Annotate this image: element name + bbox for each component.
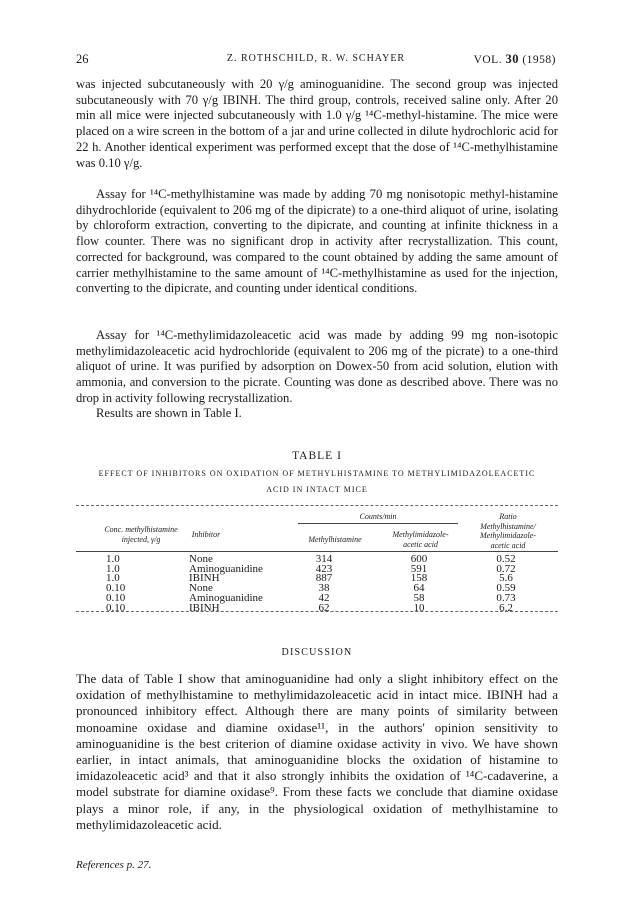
table-subtitle-line2: ACID IN INTACT MICE xyxy=(266,485,368,494)
table-title: TABLE I xyxy=(292,450,342,462)
cell-ratio: 5.6 xyxy=(499,572,513,585)
cell-inhibitor: None xyxy=(189,582,213,595)
cell-mia: 58 xyxy=(413,591,425,604)
cell-methylhistamine: 62 xyxy=(318,601,330,614)
cell-conc: 0.10 xyxy=(106,582,126,595)
table-bottom-rule xyxy=(76,611,558,612)
header-ratio-line3: Methylimidazole- xyxy=(480,531,536,540)
cell-ratio: 6.2 xyxy=(499,601,513,614)
cell-methylhistamine: 314 xyxy=(315,553,333,565)
cell-inhibitor: IBINH xyxy=(189,572,220,585)
cell-inhibitor: Aminoguanidine xyxy=(189,591,263,604)
header-inhibitor: Inhibitor xyxy=(191,530,221,539)
volume-info xyxy=(474,52,556,67)
cell-methylhistamine: 887 xyxy=(315,572,333,585)
references-note: References p. 27. xyxy=(76,859,152,871)
volume-label: VOL. xyxy=(473,54,503,66)
table-subtitle-line1: EFFECT OF INHIBITORS ON OXIDATION OF METHYLHISTAMINE TO METHYLIMIDAZOLEACETIC xyxy=(98,469,536,478)
cell-conc: 0.10 xyxy=(106,601,126,614)
cell-mia: 591 xyxy=(410,562,428,575)
header-mia-line1: Methylimidazole- xyxy=(392,530,449,539)
paragraph-discussion: The data of Table I show that aminoguanidine had only a slight inhibitory effect on the oxidation of methylhistamine to methylimidazoleacetic acid in intact mice. IBINH had a pronounced inhibitory effect. Although there are many points of similarity between monoamine oxidase and diamine oxidase¹¹, in the authors' opinion sensitivity to aminoguanidine is the best criterion of diamine oxidase activity in vivo. We have shown earlier, in intact animals, that aminoguanidine blocks the oxidation of histamine to imidazoleacetic acid³ and that it also strongly inhibits the oxidation of ¹⁴C-cadaverine, a model substrate for diamine oxidase⁹. From these facts we conclude that diamine oxidase plays a minor role, if any, in the physiological oxidation of methylhistamine to methylimidazoleacetic acid. xyxy=(76,671,558,832)
table-header-rule xyxy=(76,551,558,552)
cell-mia: 10 xyxy=(413,601,425,614)
table-top-rule xyxy=(76,505,558,506)
cell-ratio: 0.59 xyxy=(496,582,516,595)
header-counts-group: Counts/min xyxy=(359,512,397,521)
cell-inhibitor: Aminoguanidine xyxy=(189,562,263,575)
volume-year: (1958) xyxy=(522,54,556,66)
header-conc xyxy=(96,525,186,544)
header-ratio-line4: acetic acid xyxy=(490,540,526,550)
paragraph-results: Results are shown in Table I. xyxy=(96,406,242,420)
cell-methylhistamine: 38 xyxy=(318,582,330,595)
page-number: 26 xyxy=(76,52,89,66)
cell-methylhistamine: 42 xyxy=(318,591,330,604)
running-header xyxy=(76,52,556,68)
cell-mia: 158 xyxy=(410,572,428,585)
paragraph-assay-mia: Assay for ¹⁴C-methylimidazoleacetic acid was made by adding 99 mg non-isotopic methylimidazoleacetic acid hydrochloride (equivalent to 206 mg of the picrate) to a one-third aliquot of urine. It was purified by adsorption on Dowex-50 from acid solution, elution with ammonia, and conversion to the picrate. Counting was done as described above. There was no drop in activity following recrystallization. xyxy=(76,328,558,405)
cell-mia: 600 xyxy=(410,553,428,565)
counts-group-rule xyxy=(298,523,458,524)
cell-ratio: 0.73 xyxy=(496,591,516,604)
cell-methylhistamine: 423 xyxy=(315,562,333,575)
header-conc-line1: Conc. methylhistamine xyxy=(104,525,178,534)
header-conc-line2: injected, γ/g xyxy=(121,534,161,544)
header-mia-line2: acetic acid xyxy=(403,539,438,549)
header-ratio xyxy=(468,512,548,550)
cell-conc: 1.0 xyxy=(106,562,120,575)
volume-number: 30 xyxy=(505,52,519,66)
cell-mia: 64 xyxy=(413,582,425,595)
paragraph-assay-methylhistamine: Assay for ¹⁴C-methylhistamine was made by adding 70 mg nonisotopic methyl-histamine dihydrochloride (equivalent to 206 mg of the dipicrate) to a one-third aliquot of urine, isolating by chloroform extraction, converting to the dipicrate, and counting at infinite thickness in a flow counter. There was no significant drop in activity after recrystallization. This count, corrected for background, was compared to the count obtained by adding the same amount of carrier methylhistamine to the same amount of ¹⁴C-methylhistamine as used for the injection, converting to the dipicrate, and counting under identical conditions. xyxy=(76,187,558,296)
cell-inhibitor: IBINH xyxy=(189,601,220,614)
running-authors: Z. ROTHSCHILD, R. W. SCHAYER xyxy=(226,53,406,64)
header-ratio-line2: Methylhistamine/ xyxy=(480,521,536,531)
discussion-heading: DISCUSSION xyxy=(281,647,353,658)
cell-conc: 1.0 xyxy=(106,572,120,585)
header-methylhistamine: Methylhistamine xyxy=(308,535,362,544)
cell-ratio: 0.72 xyxy=(496,562,516,575)
cell-conc: 0.10 xyxy=(106,591,126,604)
cell-inhibitor: None xyxy=(189,553,213,565)
header-ratio-line1: Ratio xyxy=(499,512,517,521)
header-mia xyxy=(378,530,463,549)
cell-conc: 1.0 xyxy=(106,553,120,565)
cell-ratio: 0.52 xyxy=(496,553,516,565)
paragraph-methods-1: was injected subcutaneously with 20 γ/g aminoguanidine. The second group was injected subcutaneously with 70 γ/g IBINH. The third group, controls, received saline only. After 20 min all mice were injected subcutaneously with 1.0 γ/g ¹⁴C-methyl-histamine. The mice were placed on a wire screen in the bottom of a jar and urine collected in dilute hydrochloric acid for 22 h. Another identical experiment was performed except that the dose of ¹⁴C-methylhistamine was 0.10 γ/g. xyxy=(76,77,558,170)
